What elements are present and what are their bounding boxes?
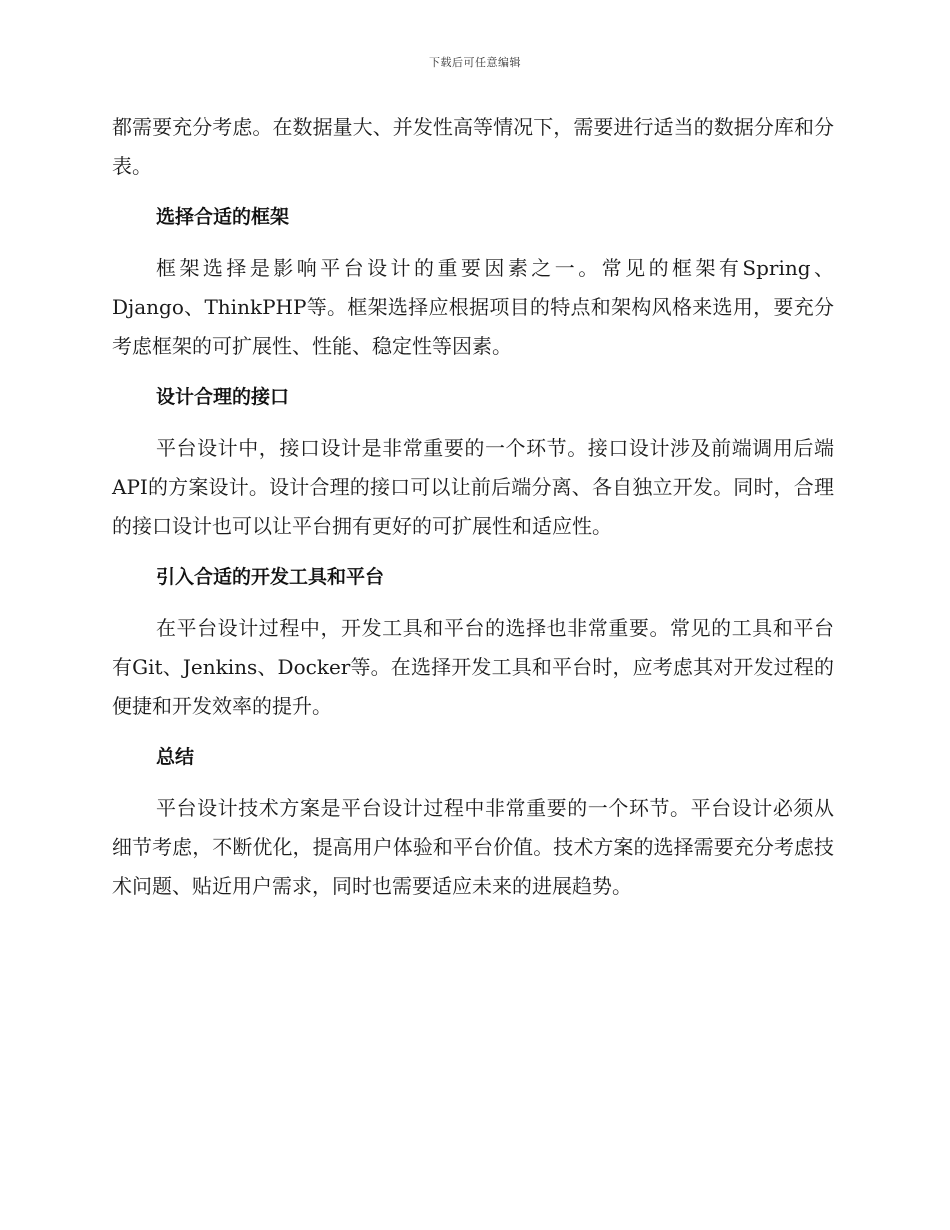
document-body xyxy=(112,108,834,906)
heading-choose-framework: 选择合适的框架 xyxy=(156,206,290,228)
paragraph-interface: 平台设计中，接口设计是非常重要的一个环节。接口设计涉及前端调用后端API的方案设计。设计合理的接口可以让前后端分离、各自独立开发。同时，合理的接口设计也可以让平台拥有更好的可扩展性和适应性。 xyxy=(112,436,834,538)
paragraph-intro-continuation: 都需要充分考虑。在数据量大、并发性高等情况下，需要进行适当的数据分库和分表。 xyxy=(112,115,834,178)
heading-dev-tools: 引入合适的开发工具和平台 xyxy=(156,566,385,588)
paragraph-dev-tools: 在平台设计过程中，开发工具和平台的选择也非常重要。常见的工具和平台有Git、Jenkins、Docker等。在选择开发工具和平台时，应考虑其对开发过程的便捷和开发效率的提升。 xyxy=(112,616,834,718)
heading-design-interface: 设计合理的接口 xyxy=(156,386,290,408)
paragraph-framework: 框架选择是影响平台设计的重要因素之一。常见的框架有Spring、Django、ThinkPHP等。框架选择应根据项目的特点和架构风格来选用，要充分考虑框架的可扩展性、性能、稳定性等因素。 xyxy=(112,256,834,358)
header-note: 下载后可任意编辑 xyxy=(429,56,521,69)
heading-summary: 总结 xyxy=(156,746,195,768)
paragraph-summary: 平台设计技术方案是平台设计过程中非常重要的一个环节。平台设计必须从细节考虑，不断优化，提高用户体验和平台价值。技术方案的选择需要充分考虑技术问题、贴近用户需求，同时也需要适应未来的进展趋势。 xyxy=(112,796,834,898)
